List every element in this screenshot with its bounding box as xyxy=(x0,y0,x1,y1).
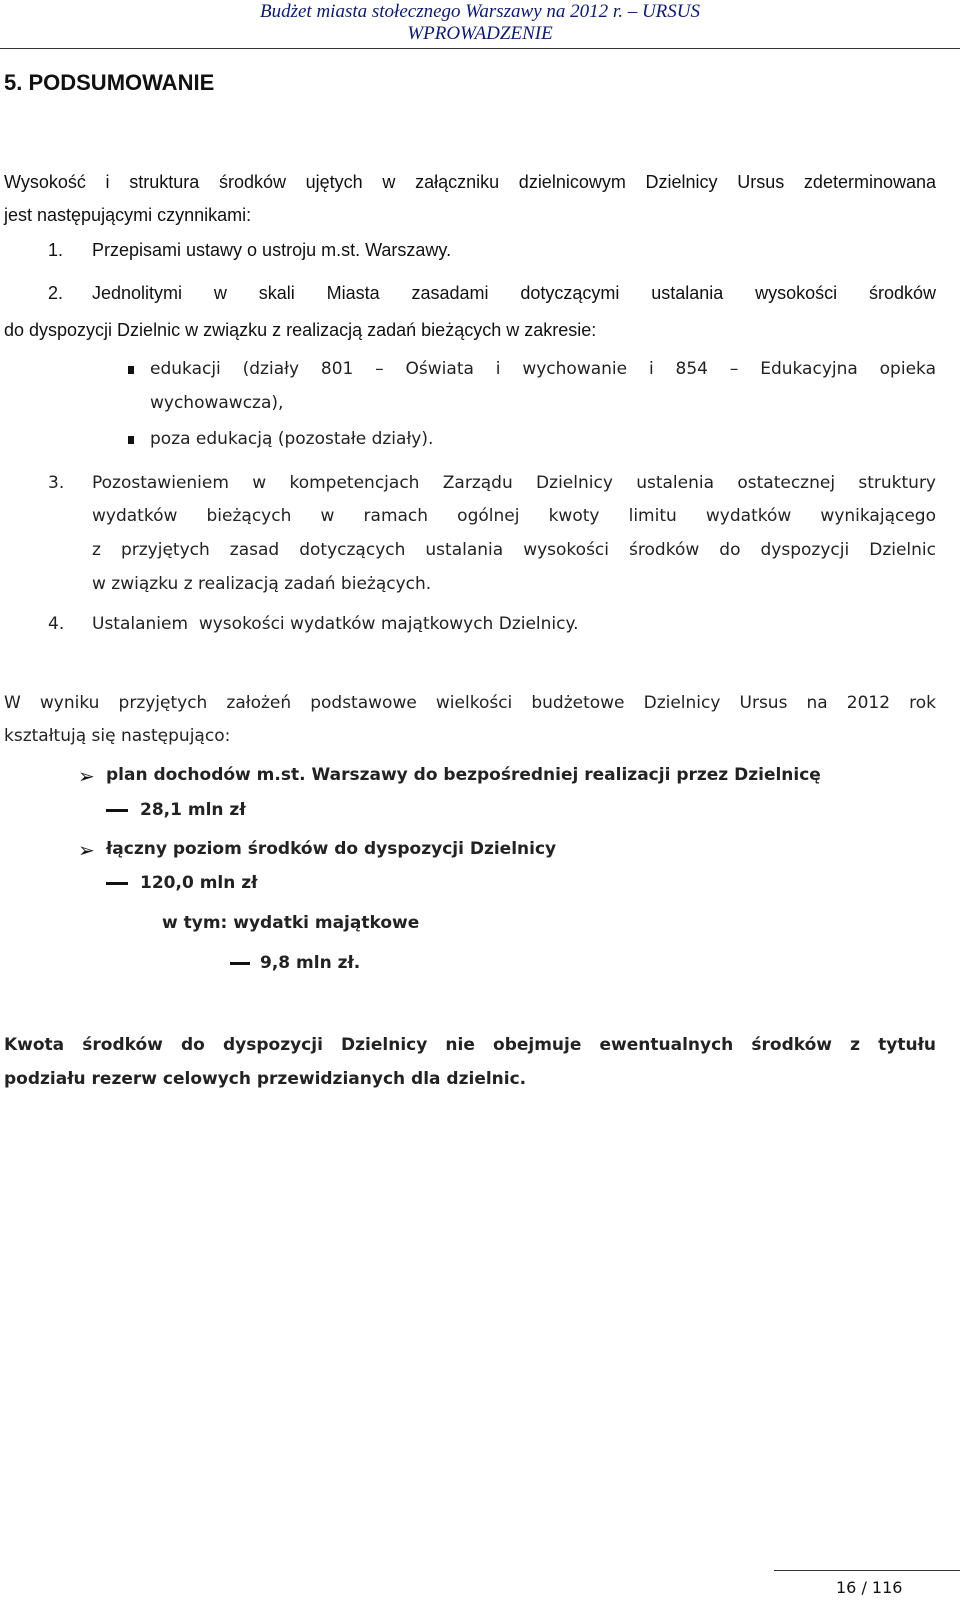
budget-2-sub-value: 9,8 mln zł. xyxy=(260,953,361,973)
note-line-2: podziału rezerw celowych przewidzianych dla dzielnic. xyxy=(4,1069,527,1089)
item-1-number: 1. xyxy=(48,240,64,260)
square-bullet-icon xyxy=(128,436,134,444)
item-3-line-4: w związku z realizacją zadań bieżących. xyxy=(92,574,432,594)
header-subtitle: WPROWADZENIE xyxy=(407,23,553,44)
dash-icon xyxy=(106,882,128,885)
item-4-number: 4. xyxy=(48,614,65,634)
item-1-text: Przepisami ustawy o ustroju m.st. Warszawy. xyxy=(92,240,452,260)
bullet-1-line-1: edukacji (działy 801 – Oświata i wychowanie i 854 – Edukacyjna opieka xyxy=(150,359,936,379)
item-3-line-3: z przyjętych zasad dotyczących ustalania wysokości środków do dyspozycji Dzielnic xyxy=(92,540,936,560)
item-2-line-1: Jednolitymi w skali Miasta zasadami dotyczącymi ustalania wysokości środków xyxy=(92,283,936,303)
result-line-2: kształtują się następująco: xyxy=(4,726,231,746)
arrow-bullet-icon: ➢ xyxy=(78,838,95,862)
result-line-1: W wyniku przyjętych założeń podstawowe wielkości budżetowe Dzielnicy Ursus na 2012 rok xyxy=(4,693,936,713)
item-4-text: Ustalaniem wysokości wydatków majątkowych Dzielnicy. xyxy=(92,614,579,634)
bullet-1-line-2: wychowawcza), xyxy=(150,393,284,413)
page-header xyxy=(0,0,960,50)
square-bullet-icon xyxy=(128,366,134,374)
dash-icon xyxy=(106,809,128,812)
item-2-line-2: do dyspozycji Dzielnic w związku z realizacją zadań bieżących w zakresie: xyxy=(4,320,597,340)
header-divider xyxy=(0,48,960,49)
header-title: Budżet miasta stołecznego Warszawy na 2012 r. – URSUS xyxy=(260,1,700,22)
note-line-1: Kwota środków do dyspozycji Dzielnicy nie obejmuje ewentualnych środków z tytułu xyxy=(4,1035,936,1055)
item-3-line-2: wydatków bieżących w ramach ogólnej kwoty limitu wydatków wynikającego xyxy=(92,506,936,526)
arrow-bullet-icon: ➢ xyxy=(78,764,95,788)
item-3-number: 3. xyxy=(48,473,65,493)
item-3-line-1: Pozostawieniem w kompetencjach Zarządu Dzielnicy ustalenia ostatecznej struktury xyxy=(92,473,936,493)
item-2-number: 2. xyxy=(48,283,64,303)
footer-divider xyxy=(774,1570,960,1571)
budget-2-label: łączny poziom środków do dyspozycji Dzielnicy xyxy=(106,839,557,859)
section-heading: 5. PODSUMOWANIE xyxy=(4,70,215,95)
budget-1-value: 28,1 mln zł xyxy=(140,800,246,820)
page-number: 16 / 116 xyxy=(836,1578,903,1597)
budget-2-sub-label: w tym: wydatki majątkowe xyxy=(162,913,420,933)
budget-1-label: plan dochodów m.st. Warszawy do bezpośredniej realizacji przez Dzielnicę xyxy=(106,765,821,785)
budget-2-value: 120,0 mln zł xyxy=(140,873,258,893)
intro-line-1: Wysokość i struktura środków ujętych w załączniku dzielnicowym Dzielnicy Ursus zdeterminowana xyxy=(4,172,936,192)
bullet-2: poza edukacją (pozostałe działy). xyxy=(150,429,434,449)
dash-icon xyxy=(230,962,250,965)
intro-line-2: jest następującymi czynnikami: xyxy=(4,205,252,225)
